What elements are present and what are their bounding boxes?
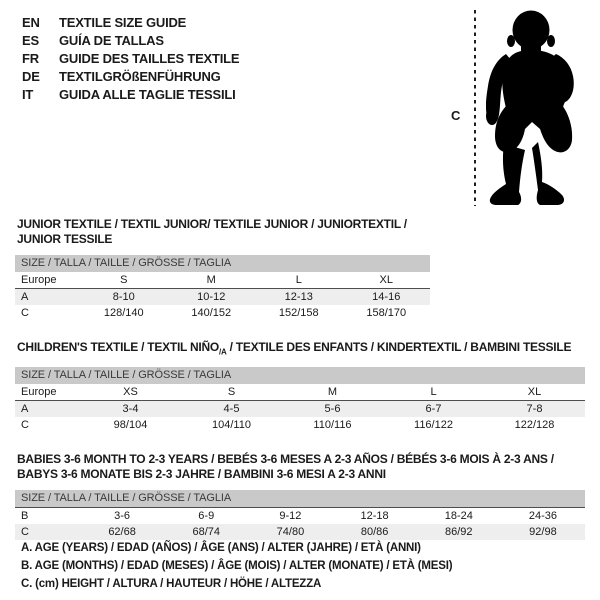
row-label: C	[21, 526, 29, 539]
table-cell: 80/86	[360, 526, 389, 539]
table-row-a	[15, 289, 430, 305]
table-row-b	[15, 508, 585, 524]
table-cell: 8-10	[112, 291, 135, 303]
table-cell: XL	[379, 274, 393, 286]
row-label: A	[21, 291, 29, 303]
table-title-text: / TEXTILE DES ENFANTS / KINDERTEXTIL / BAMBINI TESSILE	[226, 340, 572, 354]
language-title: TEXTILGRÖßENFÜHRUNG	[59, 69, 221, 84]
table-title-line	[17, 217, 430, 247]
table-row-a	[15, 401, 585, 417]
table-cell: 6-9	[198, 510, 215, 523]
language-title: GUÍA DE TALLAS	[59, 33, 164, 48]
table-row-c	[15, 305, 430, 321]
table-title-line	[17, 340, 585, 359]
table-cell: L	[295, 274, 302, 286]
table-cell: 110/116	[313, 419, 352, 432]
row-label: A	[21, 403, 29, 416]
footnote-line: B. AGE (MONTHS) / EDAD (MESES) / ÂGE (MOIS) / ALTER (MONATE) / ETÀ (MESI)	[21, 560, 453, 572]
table-cell: 18-24	[444, 510, 473, 523]
toddler-silhouette-image	[486, 8, 582, 208]
language-row	[22, 86, 239, 104]
table-title-text: BABIES 3-6 MONTH TO 2-3 YEARS / BEBÉS 3-6 MESES A 2-3 AÑOS / BÉBÉS 3-6 MOIS À 2-3 ANS /	[17, 452, 554, 467]
size-table-children	[15, 340, 585, 433]
table-cell: 104/110	[212, 419, 251, 432]
language-row	[22, 32, 239, 50]
table-cell: 3-4	[122, 403, 139, 416]
row-label: Europe	[21, 274, 57, 286]
table-size-header: SIZE / TALLA / TAILLE / GRÖSSE / TAGLIA	[15, 490, 585, 508]
table-cell: 3-6	[114, 510, 131, 523]
table-cell: 74/80	[276, 526, 305, 539]
table-cell: 7-8	[526, 403, 543, 416]
table-title	[17, 452, 585, 482]
toddler-silhouette-icon	[486, 8, 582, 208]
size-table-babies	[15, 452, 585, 540]
table-cell: 92/98	[529, 526, 557, 539]
table-cell: M	[206, 274, 216, 286]
row-label: C	[21, 419, 29, 432]
table-cell: 86/92	[445, 526, 473, 539]
row-label: Europe	[21, 386, 57, 399]
language-title: GUIDA ALLE TAGLIE TESSILI	[59, 87, 236, 102]
table-title-line	[17, 452, 585, 467]
table-title	[17, 340, 585, 359]
table-row-c	[15, 524, 585, 540]
table-size-header: SIZE / TALLA / TAILLE / GRÖSSE / TAGLIA	[15, 255, 430, 272]
table-title-text: JUNIOR TEXTILE / TEXTIL JUNIOR/ TEXTILE JUNIOR / JUNIORTEXTIL / JUNIOR TESSILE	[17, 217, 407, 246]
row-label: B	[21, 510, 29, 523]
table-cell: 9-12	[279, 510, 302, 523]
table-cell: 98/104	[113, 419, 148, 432]
language-code: FR	[22, 51, 39, 66]
table-title-text: /A	[218, 347, 227, 357]
height-measure-label: C	[451, 108, 461, 123]
footnote-line: C. (cm) HEIGHT / ALTURA / HAUTEUR / HÖHE / ALTEZZA	[21, 578, 322, 590]
size-table-junior	[15, 217, 430, 321]
table-cell: 5-6	[324, 403, 341, 416]
table-cell: L	[430, 386, 437, 399]
table-cell: 128/140	[103, 307, 144, 319]
table-cell: M	[327, 386, 338, 399]
language-title: TEXTILE SIZE GUIDE	[59, 15, 187, 30]
language-code: EN	[22, 15, 40, 30]
table-cell: 12-18	[360, 510, 389, 523]
table-cell: 4-5	[223, 403, 240, 416]
table-cell: 14-16	[372, 291, 401, 303]
language-code: IT	[22, 87, 34, 102]
table-cell: 62/68	[108, 526, 136, 539]
row-label: C	[21, 307, 29, 319]
table-size-header: SIZE / TALLA / TAILLE / GRÖSSE / TAGLIA	[15, 367, 585, 384]
table-cell: 68/74	[192, 526, 221, 539]
table-cell: 12-13	[284, 291, 313, 303]
language-list	[22, 14, 239, 104]
table-title-line	[17, 467, 585, 482]
table-cell: 6-7	[425, 403, 442, 416]
table-row-europe	[15, 384, 585, 401]
footnote-line: A. AGE (YEARS) / EDAD (AÑOS) / ÂGE (ANS) / ALTER (JAHRE) / ETÀ (ANNI)	[21, 542, 421, 554]
footnotes	[21, 539, 452, 593]
language-row	[22, 14, 239, 32]
table-cell: 122/128	[514, 419, 555, 432]
table-title	[17, 217, 430, 247]
language-row	[22, 50, 239, 68]
language-row	[22, 68, 239, 86]
table-row-c	[15, 417, 585, 433]
table-row-europe	[15, 272, 430, 289]
table-cell: XL	[527, 386, 542, 399]
table-cell: 158/170	[366, 307, 407, 319]
table-cell: 140/152	[191, 307, 232, 319]
table-cell: S	[227, 386, 236, 399]
table-title-text: CHILDREN'S TEXTILE / TEXTIL NIÑO	[17, 340, 219, 354]
language-code: ES	[22, 33, 39, 48]
table-cell: XS	[123, 386, 138, 399]
language-title: GUIDE DES TAILLES TEXTILE	[59, 51, 240, 66]
table-cell: 24-36	[528, 510, 558, 523]
table-cell: 152/158	[278, 307, 319, 319]
language-code: DE	[22, 69, 40, 84]
table-title-text: BABYS 3-6 MONATE BIS 2-3 JAHRE / BAMBINI 3-6 MESI A 2-3 ANNI	[17, 467, 386, 482]
table-cell: 10-12	[197, 291, 226, 303]
size-tables	[15, 217, 585, 559]
table-cell: 116/122	[414, 419, 453, 432]
height-measure-line	[474, 10, 476, 206]
table-cell: S	[120, 274, 128, 286]
